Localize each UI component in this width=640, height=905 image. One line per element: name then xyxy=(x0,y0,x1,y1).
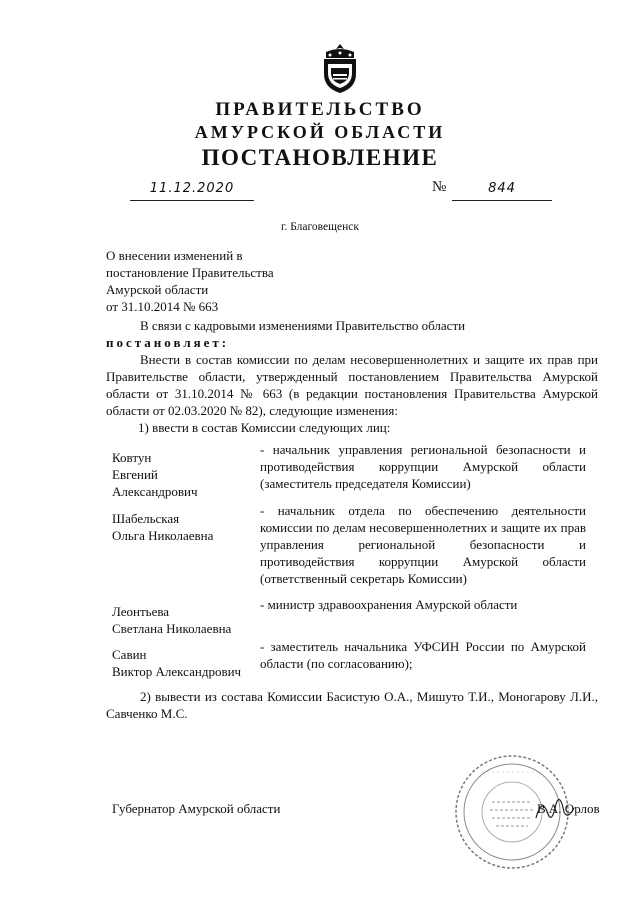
document-date: 11.12.2020 xyxy=(130,181,254,201)
city-line: г. Благовещенск xyxy=(281,221,359,233)
coat-of-arms-icon xyxy=(318,44,362,94)
subject-line: от 31.10.2014 № 663 xyxy=(106,299,219,314)
subject-line: О внесении изменений в xyxy=(106,248,243,263)
document-subject xyxy=(106,247,274,315)
member-position: - начальник отдела по обеспечению деятельности комиссии по делам несовершеннолетних и защите их прав управления региональной безопасности и противодействия коррупции Амурской области (ответственный секретарь Комиссии) xyxy=(260,503,586,586)
member-name: Савин Виктор Александрович xyxy=(112,647,242,679)
member-name: Леонтьева Светлана Николаевна xyxy=(112,604,232,636)
item-1: 1) ввести в состав Комиссии следующих лиц: xyxy=(138,420,391,435)
document-type: ПОСТАНОВЛЕНИЕ xyxy=(201,145,439,170)
resolve-word: постановляет: xyxy=(106,335,230,350)
signer-title: Губернатор Амурской области xyxy=(112,801,281,816)
member-position: - начальник управления региональной безопасности и противодействия коррупции Амурской области (заместитель председателя Комиссии) xyxy=(260,442,586,491)
number-label: № xyxy=(432,179,447,195)
member-position: - министр здравоохранения Амурской области xyxy=(260,597,518,612)
member-name: Шабельская Ольга Николаевна xyxy=(112,511,214,543)
subject-line: Амурской области xyxy=(106,282,209,297)
member-position: - заместитель начальника УФСИН России по Амурской области (по согласованию); xyxy=(260,639,586,671)
signer-name: В.А. Орлов xyxy=(537,801,600,816)
org-line-2: АМУРСКОЙ ОБЛАСТИ xyxy=(194,122,446,142)
item-2: 2) вывести из состава Комиссии Басистую О.А., Мишуто Т.И., Моногарову Л.И., Савченко М.С. xyxy=(106,689,598,721)
org-line-1: ПРАВИТЕЛЬСТВО xyxy=(215,99,425,120)
document-number: 844 xyxy=(452,181,552,201)
member-name: Ковтун Евгений Александрович xyxy=(112,450,198,499)
subject-line: постановление Правительства xyxy=(106,265,274,280)
intro-paragraph: В связи с кадровыми изменениями Правительство области xyxy=(140,318,466,333)
main-paragraph: Внести в состав комиссии по делам несовершеннолетних и защите их прав при Правительстве области, утвержденный постановлением Правительства Амурской области от 31.10.2014 № 663 (в редакции постановления Правительства Амурской области от 02.03.2020 № 82), следующие изменения: xyxy=(106,352,598,418)
